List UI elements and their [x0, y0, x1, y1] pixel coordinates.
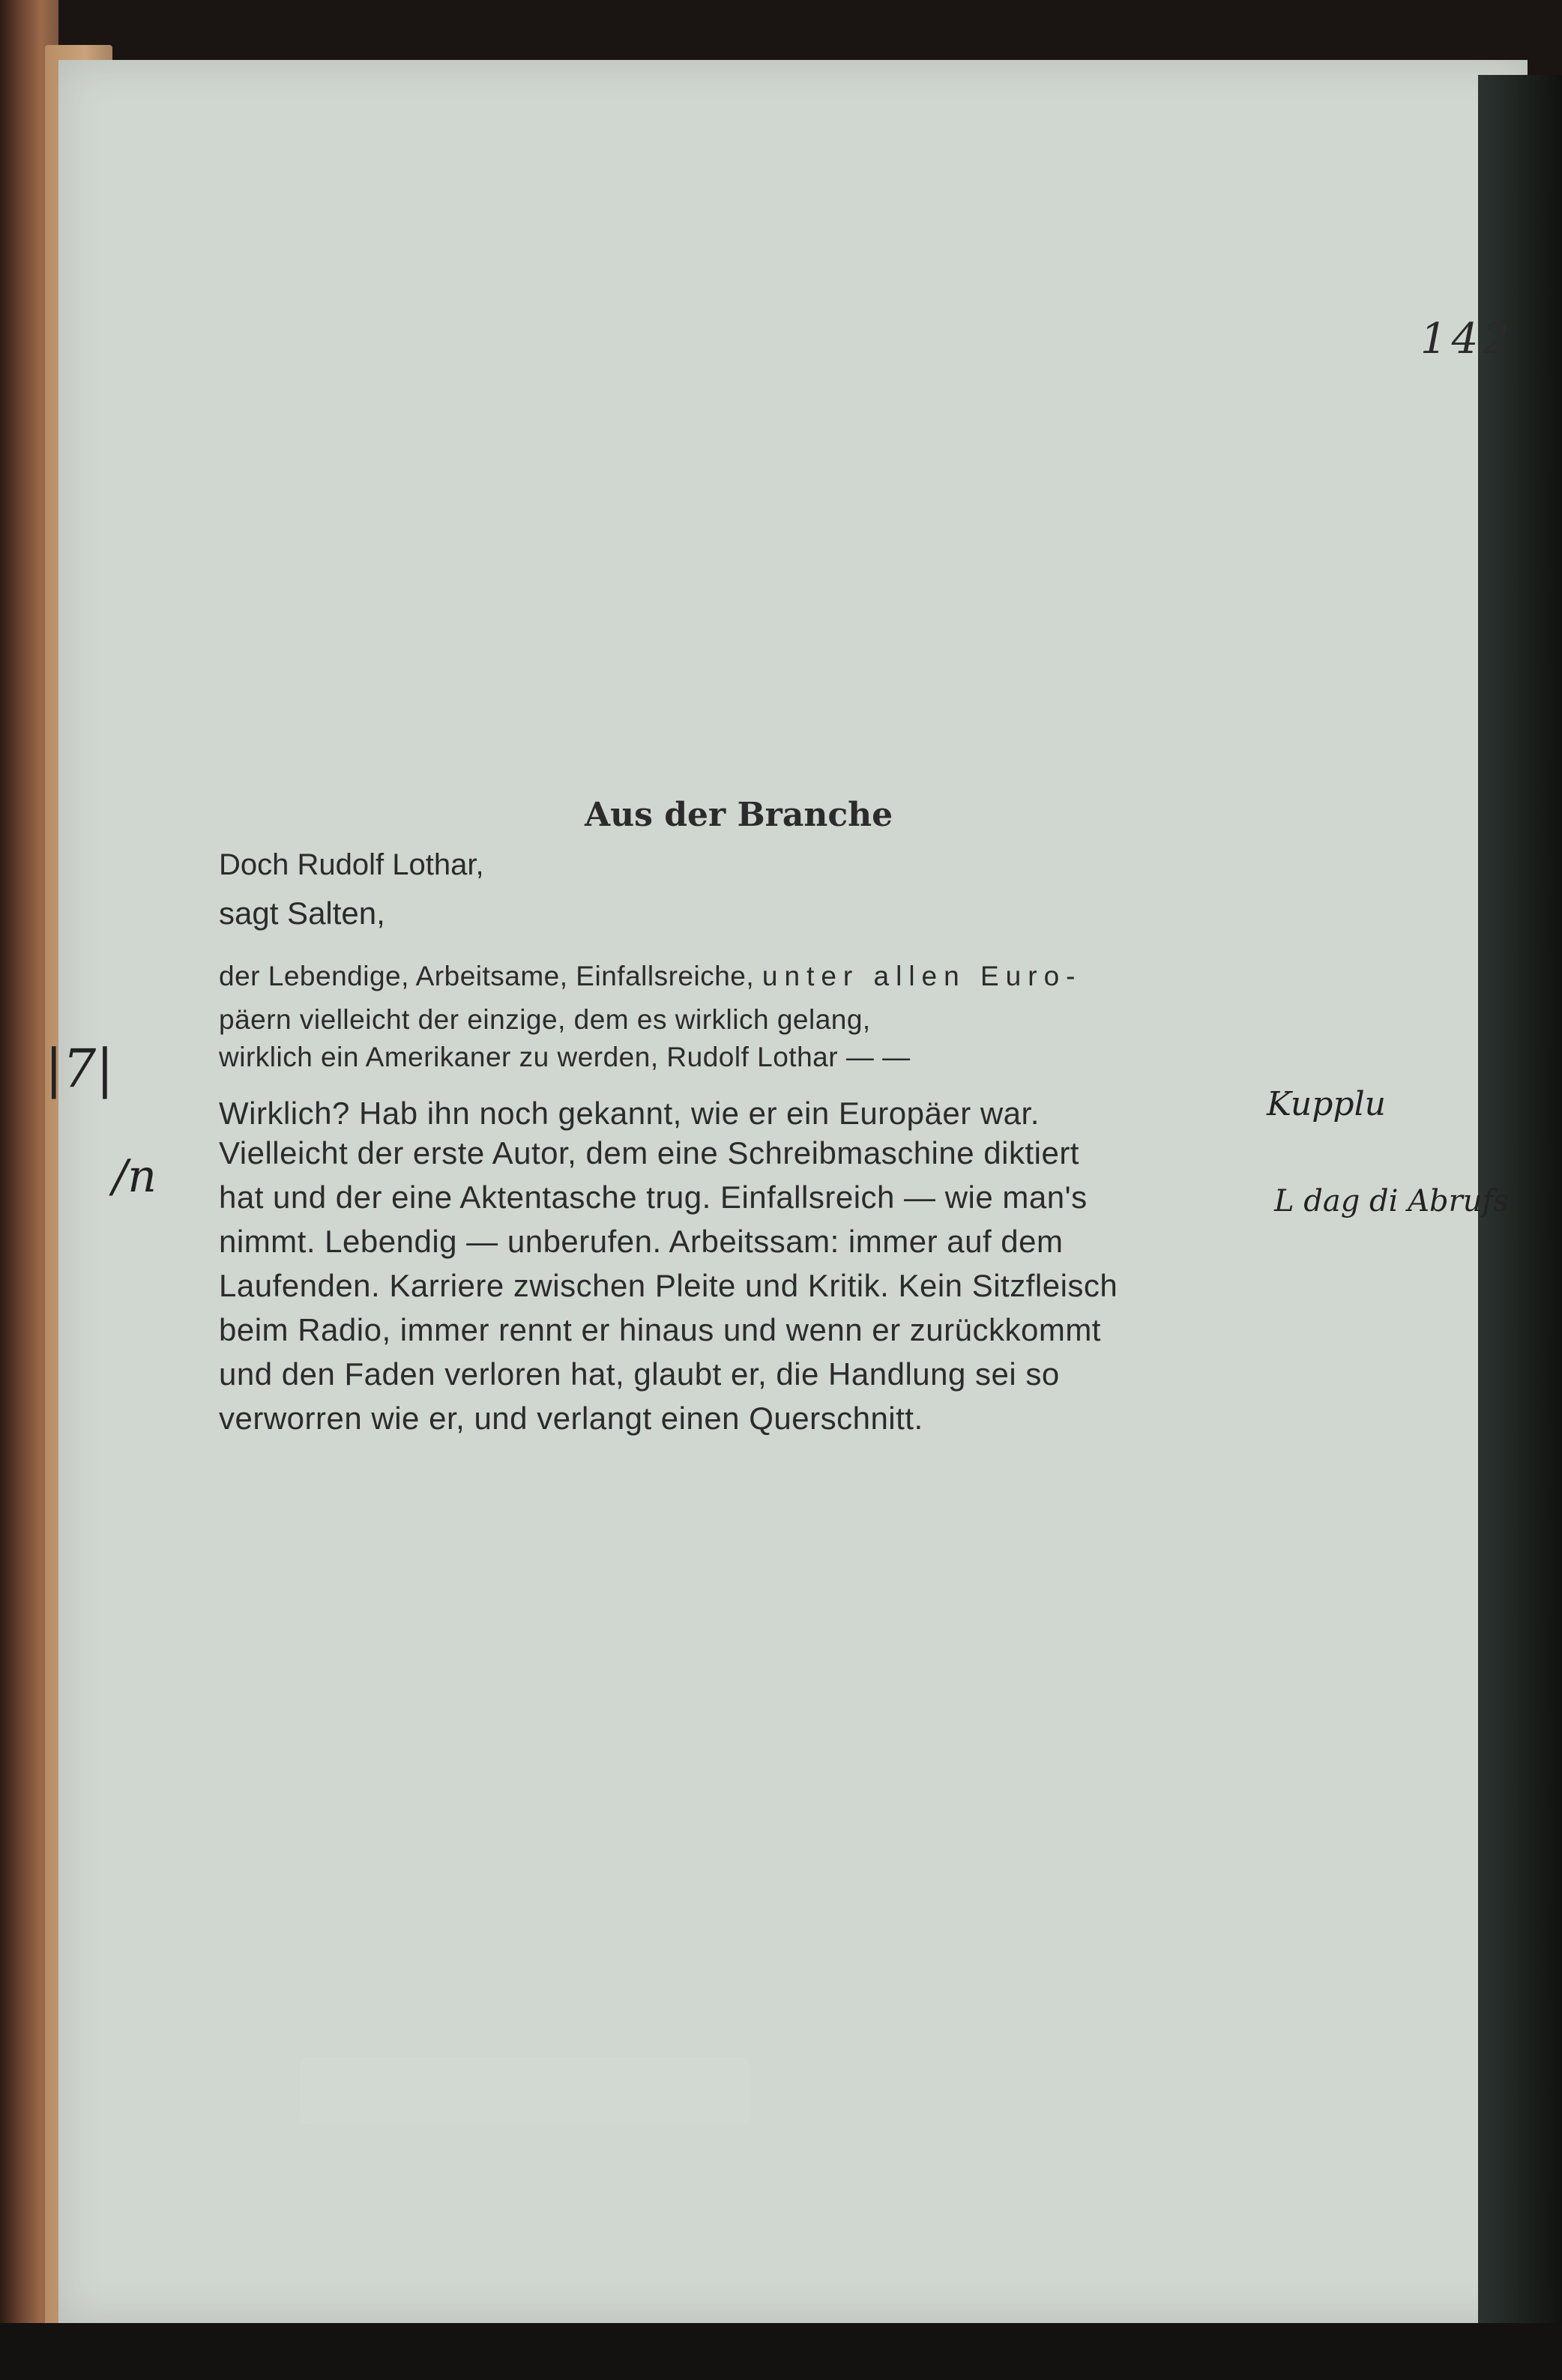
- margin-note-right-2: L dag di Abrufs: [1274, 1184, 1509, 1218]
- body-line-1: Wirklich? Hab ihn noch gekannt, wie er ein Europäer war.: [219, 1096, 1040, 1131]
- quote-line-1: [219, 961, 1082, 992]
- quote-line-3: wirklich ein Amerikaner zu werden, Rudolf Lothar — —: [219, 1042, 911, 1072]
- body-line-8: verworren wie er, und verlangt einen Querschnitt.: [219, 1401, 923, 1436]
- body-line-7: und den Faden verloren hat, glaubt er, die Handlung sei so: [219, 1356, 1060, 1392]
- body-line-2: Vielleicht der erste Autor, dem eine Schreibmaschine diktiert: [219, 1135, 1079, 1171]
- show-through-bleed: [300, 2057, 750, 2124]
- quote-line-1-text: der Lebendige, Arbeitsame, Einfallsreiche,: [219, 961, 755, 991]
- intro-line-1: Doch Rudolf Lothar,: [219, 848, 484, 881]
- body-line-4: nimmt. Lebendig — unberufen. Arbeitssam: immer auf dem: [219, 1224, 1064, 1259]
- scan-bottom-border: [0, 2323, 1562, 2380]
- body-line-5: Laufenden. Karriere zwischen Pleite und Kritik. Kein Sitzfleisch: [219, 1268, 1118, 1303]
- page-number-handwritten: 142: [1420, 315, 1514, 363]
- intro-line-2: sagt Salten,: [219, 895, 385, 931]
- quote-line-1-spaced: unter allen Euro-: [762, 961, 1082, 991]
- article-title: Aus der Branche: [585, 796, 893, 834]
- margin-note-right-1: Kupplu: [1267, 1085, 1386, 1123]
- margin-mark-left-2: /n: [112, 1150, 157, 1203]
- margin-mark-left-1: |7|: [45, 1038, 114, 1099]
- quote-line-2: päern vielleicht der einzige, dem es wirklich gelang,: [219, 1004, 871, 1035]
- body-line-6: beim Radio, immer rennt er hinaus und wenn er zurückkommt: [219, 1312, 1101, 1347]
- body-line-3: hat und der eine Aktentasche trug. Einfallsreich — wie man's: [219, 1180, 1088, 1215]
